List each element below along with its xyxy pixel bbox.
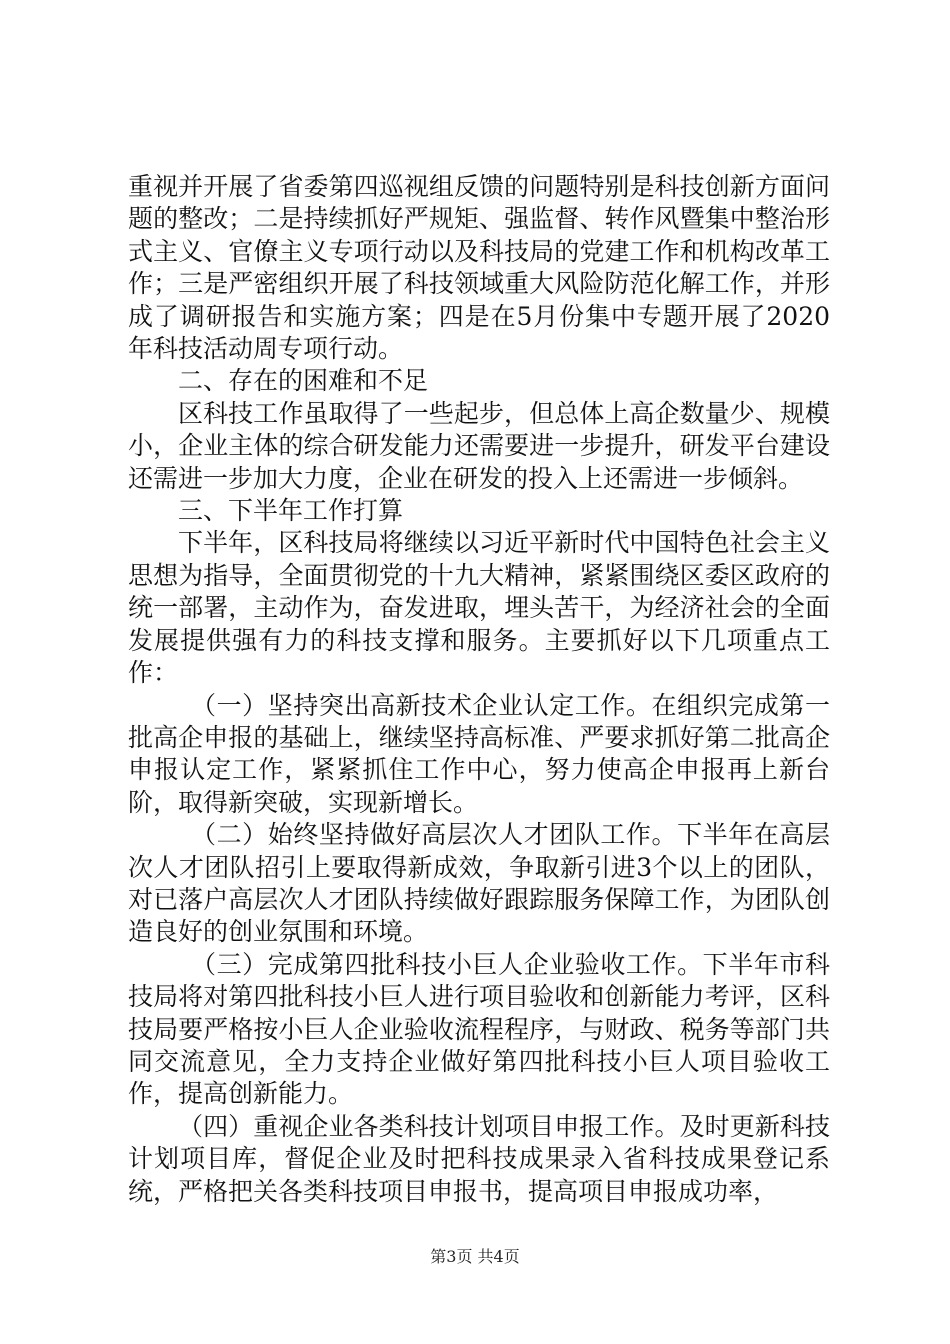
section-heading-difficulties: 二、存在的困难和不足 — [178, 366, 429, 396]
paragraph-continuation: 重视并开展了省委第四巡视组反馈的问题特别是科技创新方面问题的整改；二是持续抓好严规矩、强监督、转作风暨集中整治形式主义、官僚主义专项行动以及科技局的党建工作和机构改革工作；三是严密组织开展了科技领域重大风险防范化解工作，并形成了调研报告和实施方案；四是在5月份集中专题开展了2020年科技活动周专项行动。 — [128, 172, 830, 364]
page-footer: 第3页 共4页 — [430, 1247, 520, 1266]
paragraph-item-1: （一）坚持突出高新技术企业认定工作。在组织完成第一批高企申报的基础上，继续坚持高标准、严要求抓好第二批高企申报认定工作，紧紧抓住工作中心，努力使高企申报再上新台阶，取得新突破，实现新增长。 — [128, 690, 830, 817]
document-body — [128, 171, 830, 1208]
section-heading-plan: 三、下半年工作打算 — [178, 496, 404, 526]
paragraph-plan-intro: 下半年，区科技局将继续以习近平新时代中国特色社会主义思想为指导，全面贯彻党的十九大精神，紧紧围绕区委区政府的统一部署，主动作为，奋发进取，埋头苦干，为经济社会的全面发展提供强有力的科技支撑和服务。主要抓好以下几项重点工作： — [128, 528, 830, 688]
paragraph-difficulties: 区科技工作虽取得了一些起步，但总体上高企数量少、规模小，企业主体的综合研发能力还需要进一步提升，研发平台建设还需进一步加大力度，企业在研发的投入上还需进一步倾斜。 — [128, 398, 830, 493]
paragraph-item-2: （二）始终坚持做好高层次人才团队工作。下半年在高层次人才团队招引上要取得新成效，争取新引进3个以上的团队，对已落户高层次人才团队持续做好跟踪服务保障工作，为团队创造良好的创业氛围和环境。 — [128, 820, 830, 947]
paragraph-item-4: （四）重视企业各类科技计划项目申报工作。及时更新科技计划项目库，督促企业及时把科技成果录入省科技成果登记系统，严格把关各类科技项目申报书，提高项目申报成功率， — [128, 1111, 830, 1206]
paragraph-item-3: （三）完成第四批科技小巨人企业验收工作。下半年市科技局将对第四批科技小巨人进行项目验收和创新能力考评，区科技局要严格按小巨人企业验收流程程序，与财政、税务等部门共同交流意见，全力支持企业做好第四批科技小巨人项目验收工作，提高创新能力。 — [128, 949, 830, 1109]
